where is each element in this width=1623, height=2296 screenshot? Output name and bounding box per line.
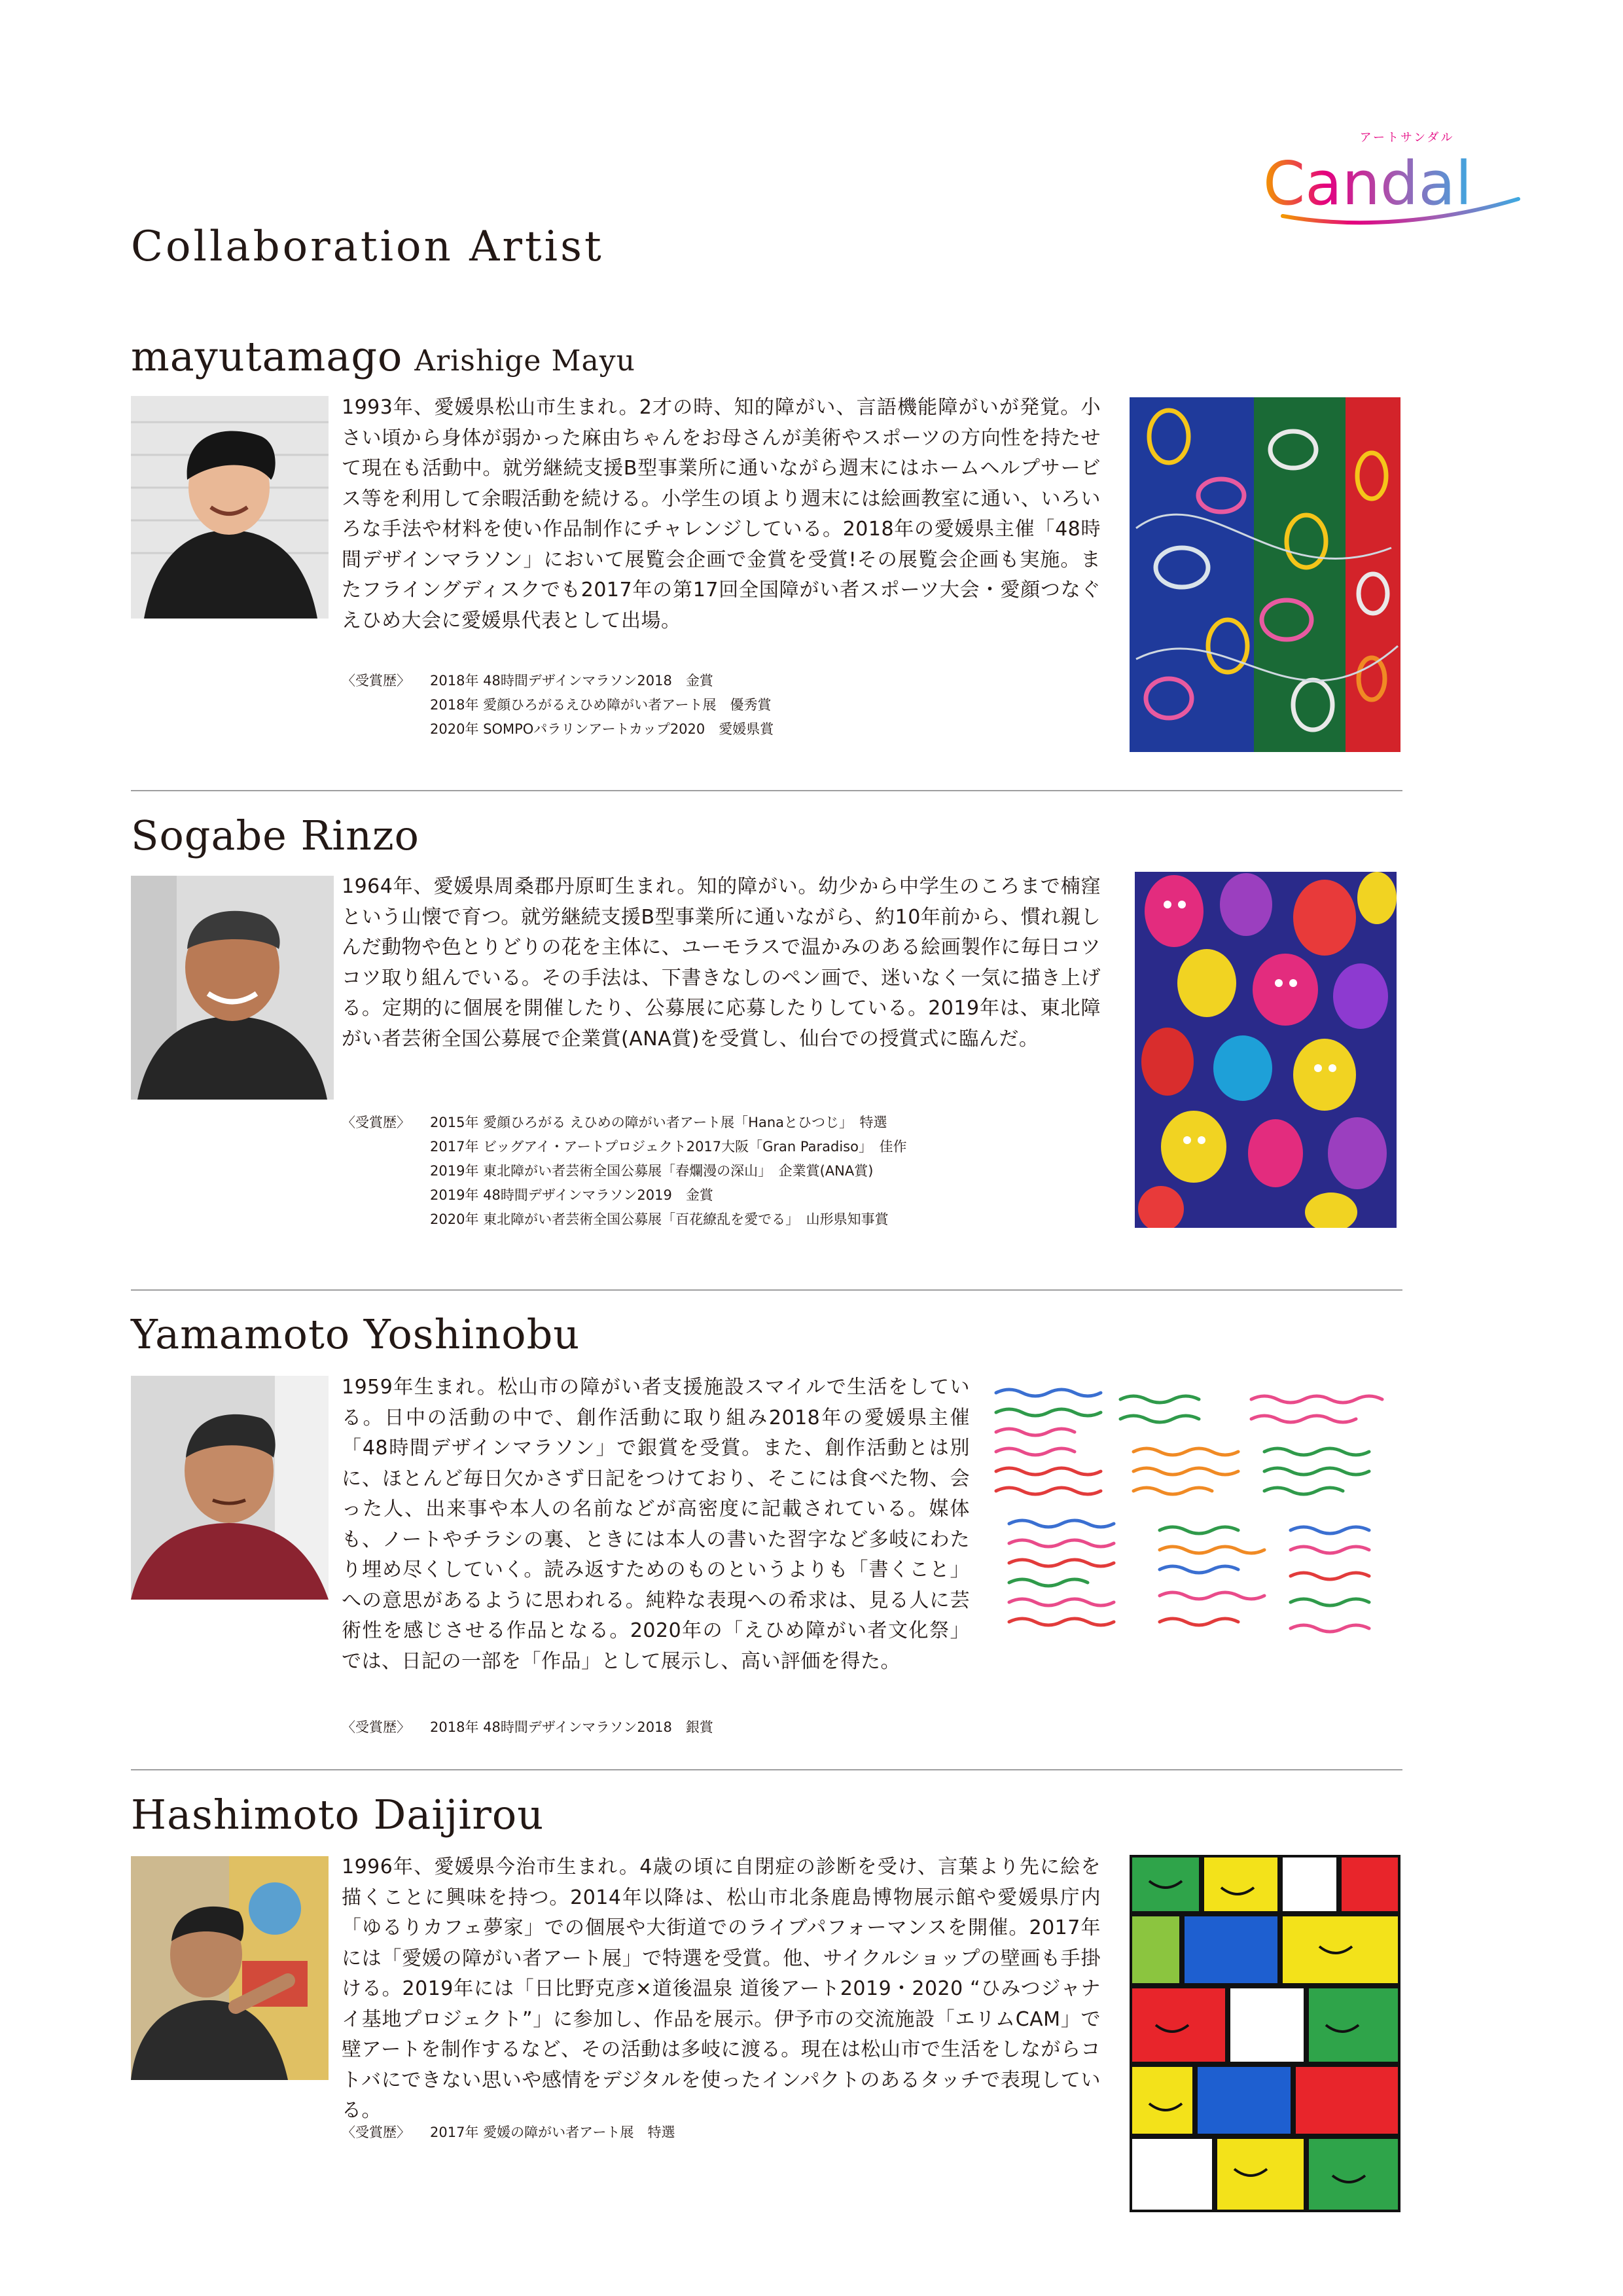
artist-photo-yamamoto — [131, 1376, 329, 1600]
award-item: 2019年 48時間デザインマラソン2019 金賞 — [430, 1187, 713, 1203]
artwork-sogabe — [1135, 872, 1397, 1228]
artist-photo-hashimoto — [131, 1856, 329, 2080]
artist-bio-hashimoto: 1996年、愛媛県今治市生まれ。4歳の頃に自閉症の診断を受け、言葉より先に絵を描くことに興味を持つ。2014年以降は、松山市北条鹿島博物展示館や愛媛県庁内「ゆるりカフェ夢家」での個展や大街道でのライブパフォーマンスを開催。2017年には「愛媛の障がい者アート展」で特選を受賞。他、サイクルショップの壁画も手掛ける。2019年には「日比野克彦×道後温泉 道後アート2019・2020 “ひみつジャナイ基地プロジェクト”」に参加し、作品を展示。伊予市の交流施設「エリムCAM」で壁アートを制作するなど、その活動は多岐に渡る。現在は松山市で生活をしながらコトバにできない思いや感情をデジタルを使ったインパクトのあるタッチで表現している。 — [342, 1856, 1101, 2122]
awards-sogabe — [342, 1111, 1101, 1232]
award-item: 2017年 愛媛の障がい者アート展 特選 — [430, 2125, 675, 2140]
award-item: 2017年 ビッグアイ・アートプロジェクト2017大阪「Gran Paradiso」 佳作 — [430, 1139, 907, 1155]
artist-name-hashimoto — [131, 1791, 544, 1839]
artwork-mayutamago — [1130, 397, 1400, 752]
award-item: 2015年 愛顔ひろがる えひめの障がい者アート展「Hanaとひつじ」 特選 — [430, 1115, 887, 1130]
artwork-yamamoto — [990, 1380, 1402, 1648]
artist-name-main: Sogabe Rinzo — [131, 812, 419, 859]
artist-photo-sogabe — [131, 876, 334, 1100]
artist-bio-mayutamago: 1993年、愛媛県松山市生まれ。2才の時、知的障がい、言語機能障がいが発覚。小さい頃から身体が弱かった麻由ちゃんをお母さんが美術やスポーツの方向性を持たせて現在も活動中。就労継続支援B型事業所に通いながら週末にはホームヘルプサービス等を利用して余暇活動を続ける。小学生の頃より週末には絵画教室に通い、いろいろな手法や材料を使い作品制作にチャレンジしている。2018年の愛媛県主催「48時間デザインマラソン」において展覧会企画で金賞を受賞!その展覧会企画も実施。またフライングディスクでも2017年の第17回全国障がい者スポーツ大会・愛顔つなぐえひめ大会に愛媛県代表として出場。 — [342, 396, 1101, 632]
divider — [131, 1769, 1402, 1770]
artist-name-main: mayutamago — [131, 332, 403, 380]
logo-subtitle: アートサンダル — [1359, 131, 1455, 145]
awards-label: 〈受賞歴〉 — [342, 673, 410, 689]
artist-name-main: Yamamoto Yoshinobu — [131, 1310, 580, 1358]
awards-yamamoto — [342, 1715, 970, 1740]
award-item: 2019年 東北障がい者芸術全国公募展「春爛漫の深山」 企業賞(ANA賞) — [430, 1163, 874, 1179]
awards-label: 〈受賞歴〉 — [342, 2125, 410, 2140]
divider — [131, 790, 1402, 791]
awards-mayutamago — [342, 669, 1101, 742]
award-item: 2020年 SOMPOパラリンアートカップ2020 愛媛県賞 — [430, 721, 774, 737]
award-item: 2018年 愛顔ひろがるえひめ障がい者アート展 優秀賞 — [430, 697, 772, 713]
artist-bio-yamamoto: 1959年生まれ。松山市の障がい者支援施設スマイルで生活をしている。日中の活動の中で、創作活動に取り組み2018年の愛媛県主催「48時間デザインマラソン」で銀賞を受賞。また、創作活動とは別に、ほとんど毎日欠かさず日記をつけており、そこには食べた物、会った人、出来事や本人の名前などが高密度に記載されている。媒体も、ノートやチラシの裏、ときには本人の書いた習字など多岐にわたり埋め尽くしていく。読み返すためのものというよりも「書くこと」への意思があるように思われる。純粋な表現への希求は、見る人に芸術性を感じさせる作品となる。2020年の「えひめ障がい者文化祭」では、日記の一部を「作品」として展示し、高い評価を得た。 — [342, 1376, 970, 1673]
artist-name-yamamoto — [131, 1310, 580, 1358]
artist-name-mayutamago — [131, 332, 635, 380]
award-item: 2018年 48時間デザインマラソン2018 銀賞 — [430, 1719, 713, 1735]
divider — [131, 1289, 1402, 1291]
artist-photo-mayutamago — [131, 396, 329, 619]
artist-name-sub: Arishige Mayu — [414, 344, 635, 378]
artist-bio-sogabe: 1964年、愛媛県周桑郡丹原町生まれ。知的障がい。幼少から中学生のころまで楠窪という山懐で育つ。就労継続支援B型事業所に通いながら、約10年前から、慣れ親しんだ動物や色とりどりの花を主体に、ユーモラスで温かみのある絵画製作に毎日コツコツ取り組んでいる。その手法は、下書きなしのペン画で、迷いなく一気に描き上げる。定期的に個展を開催したり、公募展に応募したりしている。2019年は、東北障がい者芸術全国公募展で企業賞(ANA賞)を受賞し、仙台での授賞式に臨んだ。 — [342, 875, 1101, 1050]
award-item: 2020年 東北障がい者芸術全国公募展「百花繚乱を愛でる」 山形県知事賞 — [430, 1211, 889, 1227]
award-item: 2018年 48時間デザインマラソン2018 金賞 — [430, 673, 713, 689]
awards-label: 〈受賞歴〉 — [342, 1719, 410, 1735]
page-title: Collaboration Artist — [131, 223, 604, 271]
logo-wordmark: Candal — [1263, 149, 1472, 219]
artist-name-main: Hashimoto Daijirou — [131, 1791, 544, 1839]
artist-name-sogabe — [131, 812, 419, 859]
candal-logo — [1263, 139, 1525, 230]
artwork-hashimoto — [1130, 1855, 1400, 2212]
awards-label: 〈受賞歴〉 — [342, 1115, 410, 1130]
awards-hashimoto — [342, 2121, 1101, 2145]
